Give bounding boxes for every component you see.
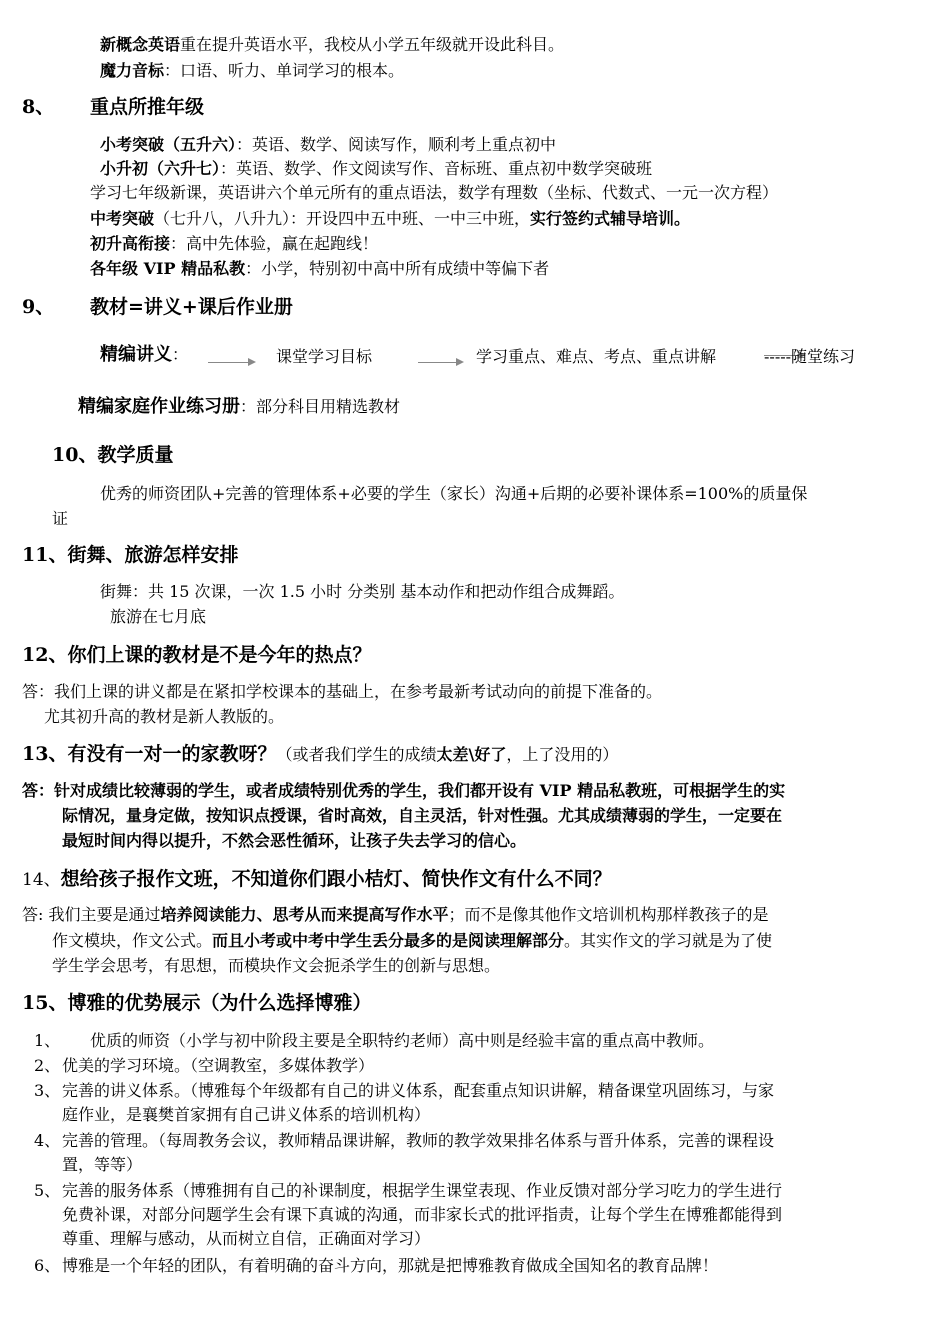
intro-phonetics-text: ：口语、听力、单词学习的根本。: [164, 61, 405, 80]
advantage-number: 6、: [34, 1256, 61, 1275]
lecture-notes-label: 精编讲义: [100, 344, 172, 365]
grade-highlight: 实行签约式辅导培训。: [530, 209, 691, 228]
section-12-line-1: 答：我们上课的讲义都是在紧扣学校课本的基础上，在参考最新考试动向的前提下准备的。: [22, 682, 663, 701]
homework-book-text: ：部分科目用精选教材: [240, 397, 401, 416]
section-10-title: 10、教学质量: [52, 444, 174, 466]
section-8-line-2: [100, 158, 652, 180]
section-13-note: （或者我们学生的成绩: [276, 745, 437, 764]
homework-book-row: [78, 396, 400, 418]
flow-step-1: 课堂学习目标: [276, 347, 373, 366]
section-11-title: 11、街舞、旅游怎样安排: [22, 544, 239, 566]
intro-nce-line: [100, 34, 564, 56]
advantage-line: 庭作业，是襄樊首家拥有自己讲义体系的培训机构）: [62, 1105, 431, 1124]
advantage-number: 2、: [34, 1056, 61, 1075]
grade-text: ：高中先体验，赢在起跑线！: [170, 234, 379, 253]
intro-phonetics-line: [100, 60, 404, 82]
intro-nce-text: 重在提升英语水平，我校从小学五年级就开设此科目。: [180, 35, 565, 54]
section-14-line-2: [52, 930, 772, 952]
section-8-line-1: [100, 134, 556, 156]
arrow-right-icon: [418, 362, 462, 363]
answer-text: 作文模块，作文公式。: [52, 931, 213, 950]
grade-text: （七升八，八升九）：开设四中五中班、一中三中班，: [154, 209, 531, 228]
intro-phonetics-label: 魔力音标: [100, 61, 165, 80]
section-15-title: 15、博雅的优势展示（为什么选择博雅）: [22, 992, 372, 1014]
section-13-line-3: 最短时间内得以提升，不然会恶性循环，让孩子失去学习的信心。: [62, 831, 527, 850]
section-14-heading: [22, 866, 612, 893]
grade-label: 各年级 VIP 精品私教: [90, 259, 246, 278]
arrow-right-icon: [208, 362, 254, 363]
section-14-line-1: [22, 904, 769, 926]
grade-text: ：英语、数学、阅读写作，顺利考上重点初中: [236, 135, 557, 154]
grade-text: ：小学，特别初中高中所有成绩中等偏下者: [245, 259, 550, 278]
flow-step-3: -----随堂练习: [764, 347, 856, 366]
answer-text: 。其实作文的学习就是为了使: [564, 931, 773, 950]
advantage-line: 优质的师资（小学与初中阶段主要是全职特约老师）高中则是经验丰富的重点高中教师。: [90, 1031, 715, 1050]
section-10-text-line-2: 证: [52, 509, 69, 528]
section-8-line-5: [90, 233, 378, 255]
answer-text: 答: 我们主要是通过: [22, 905, 161, 924]
flow-step-2: 学习重点、难点、考点、重点讲解: [476, 347, 717, 366]
advantage-number: 5、: [34, 1181, 61, 1200]
section-14-line-3: 学生学会思考，有思想，而模块作文会扼杀学生的创新与思想。: [52, 956, 501, 975]
answer-highlight: 而且小考或中考中学生丢分最多的是阅读理解部分: [212, 931, 565, 950]
advantage-number: 1、: [34, 1031, 61, 1050]
section-14-number: 14、: [22, 870, 61, 890]
section-12-line-2: 尤其初升高的教材是新人教版的。: [44, 707, 285, 726]
section-13-heading: [22, 741, 618, 767]
section-9-number: 9、: [22, 296, 55, 318]
answer-text: ；而不是像其他作文培训机构那样教孩子的是: [448, 905, 769, 924]
advantage-line: 完善的服务体系（博雅拥有自己的补课制度，根据学生课堂表现、作业反馈对部分学习吃力的学生进行: [62, 1181, 783, 1200]
grade-label: 小考突破（五升六）: [100, 135, 237, 154]
section-10-text-line-1: 优秀的师资团队+完善的管理体系+必要的学生（家长）沟通+后期的必要补课体系=100%的质量保: [100, 484, 808, 503]
advantage-line: 完善的管理。（每周教务会议，教师精品课讲解，教师的教学效果排名体系与晋升体系，完善的课程设: [62, 1131, 775, 1150]
advantage-number: 4、: [34, 1131, 61, 1150]
grade-text: ：英语、数学、作文阅读写作、音标班、重点初中数学突破班: [220, 159, 653, 178]
section-8-number: 8、: [22, 96, 55, 118]
section-8-line-3: 学习七年级新课，英语讲六个单元所有的重点语法，数学有理数（坐标、代数式、一元一次方程）: [90, 183, 779, 202]
homework-book-label: 精编家庭作业练习册: [78, 396, 240, 417]
advantage-line: 完善的讲义体系。（博雅每个年级都有自己的讲义体系，配套重点知识讲解，精备课堂巩固练习，与家: [62, 1081, 775, 1100]
answer-highlight: 培养阅读能力、思考从而来提高写作水平: [160, 905, 449, 924]
grade-label: 中考突破: [90, 209, 155, 228]
section-13-line-2: 际情况，量身定做，按知识点授课，省时高效，自主灵活，针对性强。尤其成绩薄弱的学生，一定要在: [62, 806, 783, 825]
section-13-title: 13、有没有一对一的家教呀？: [22, 743, 277, 765]
advantage-line: 优美的学习环境。（空调教室，多媒体教学）: [62, 1056, 375, 1075]
advantage-line: 博雅是一个年轻的团队，有着明确的奋斗方向，那就是把博雅教育做成全国知名的教育品牌！: [62, 1256, 719, 1275]
section-12-title: 12、你们上课的教材是不是今年的热点？: [22, 644, 372, 666]
section-9-title: 教材=讲义+课后作业册: [90, 296, 293, 318]
advantage-line: 置，等等）: [62, 1155, 143, 1174]
advantage-line: 免费补课，对部分问题学生会有课下真诚的沟通，而非家长式的批评指责，让每个学生在博雅都能得到: [62, 1205, 783, 1224]
section-8-line-6: [90, 258, 549, 280]
grade-label: 初升高衔接: [90, 234, 171, 253]
section-11-line-2: 旅游在七月底: [110, 607, 207, 626]
intro-nce-label: 新概念英语: [100, 35, 181, 54]
section-8-title: 重点所推年级: [90, 96, 205, 118]
lecture-notes-row: [100, 344, 188, 366]
grade-label: 小升初（六升七）: [100, 159, 221, 178]
section-13-note-highlight: 太差\好了: [436, 745, 507, 764]
section-8-line-4: [90, 208, 690, 230]
lecture-notes-colon: ：: [172, 345, 189, 364]
section-13-note-end: ，上了没用的）: [506, 745, 619, 764]
advantage-line: 尊重、理解与感动，从而树立自信，正确面对学习）: [62, 1229, 431, 1248]
advantage-number: 3、: [34, 1081, 61, 1100]
section-13-line-1: 答：针对成绩比较薄弱的学生，或者成绩特别优秀的学生，我们都开设有 VIP 精品私教班，可根据学生的实: [22, 781, 786, 800]
section-14-title: 想给孩子报作文班，不知道你们跟小桔灯、简快作文有什么不同？: [60, 868, 612, 890]
section-11-line-1: 街舞：共 15 次课，一次 1.5 小时 分类别 基本动作和把动作组合成舞蹈。: [100, 582, 625, 601]
